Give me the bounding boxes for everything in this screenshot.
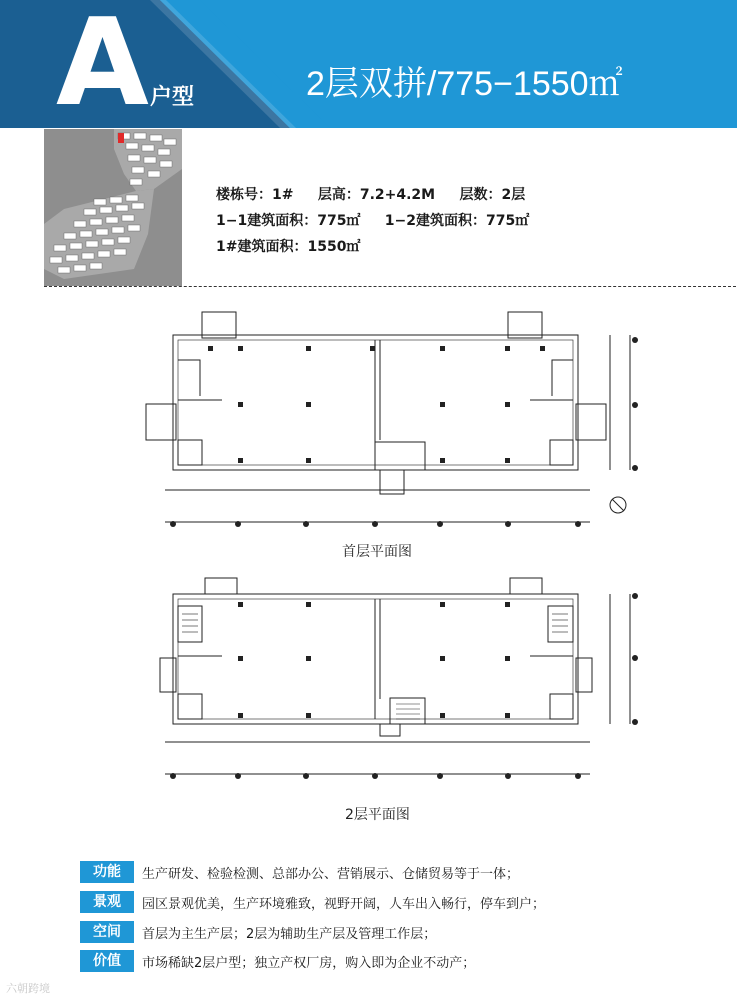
feature-text: 市场稀缺2层户型；独立产权厂房，购入即为企业不动产； [142, 956, 476, 971]
watermark: 六朝跨境 [6, 982, 50, 995]
unit-type-word: 户型 [150, 85, 195, 110]
page-title: 2层双拼/775−1550㎡ [306, 65, 623, 103]
dashed-divider [44, 286, 736, 287]
feature-tag: 价值 [80, 950, 134, 972]
feature-tag: 功能 [80, 861, 134, 883]
first-floor-plan [130, 300, 650, 535]
feature-text: 园区景观优美，生产环境雅致，视野开阔，人车出入畅行，停车到户； [142, 897, 546, 912]
feature-tag: 空间 [80, 921, 134, 943]
first-floor-caption: 首层平面图 [342, 544, 412, 560]
feature-text: 生产研发、检验检测、总部办公、营销展示、仓储贸易等于一体； [142, 867, 520, 882]
building-info-line-2: 1−1建筑面积：775㎡ 1−2建筑面积：775㎡ [216, 213, 530, 229]
second-floor-plan [130, 570, 650, 790]
feature-tag: 景观 [80, 891, 134, 913]
feature-text: 首层为主生产层；2层为辅助生产层及管理工作层； [142, 927, 437, 942]
site-plan-thumbnail [44, 129, 182, 286]
building-info-line-1: 楼栋号：1# 层高：7.2+4.2M 层数：2层 [216, 187, 526, 203]
unit-type-letter: A [56, 0, 149, 128]
building-info-line-3: 1#建筑面积：1550㎡ [216, 239, 361, 255]
header-banner [0, 0, 737, 128]
second-floor-caption: 2层平面图 [345, 807, 410, 823]
